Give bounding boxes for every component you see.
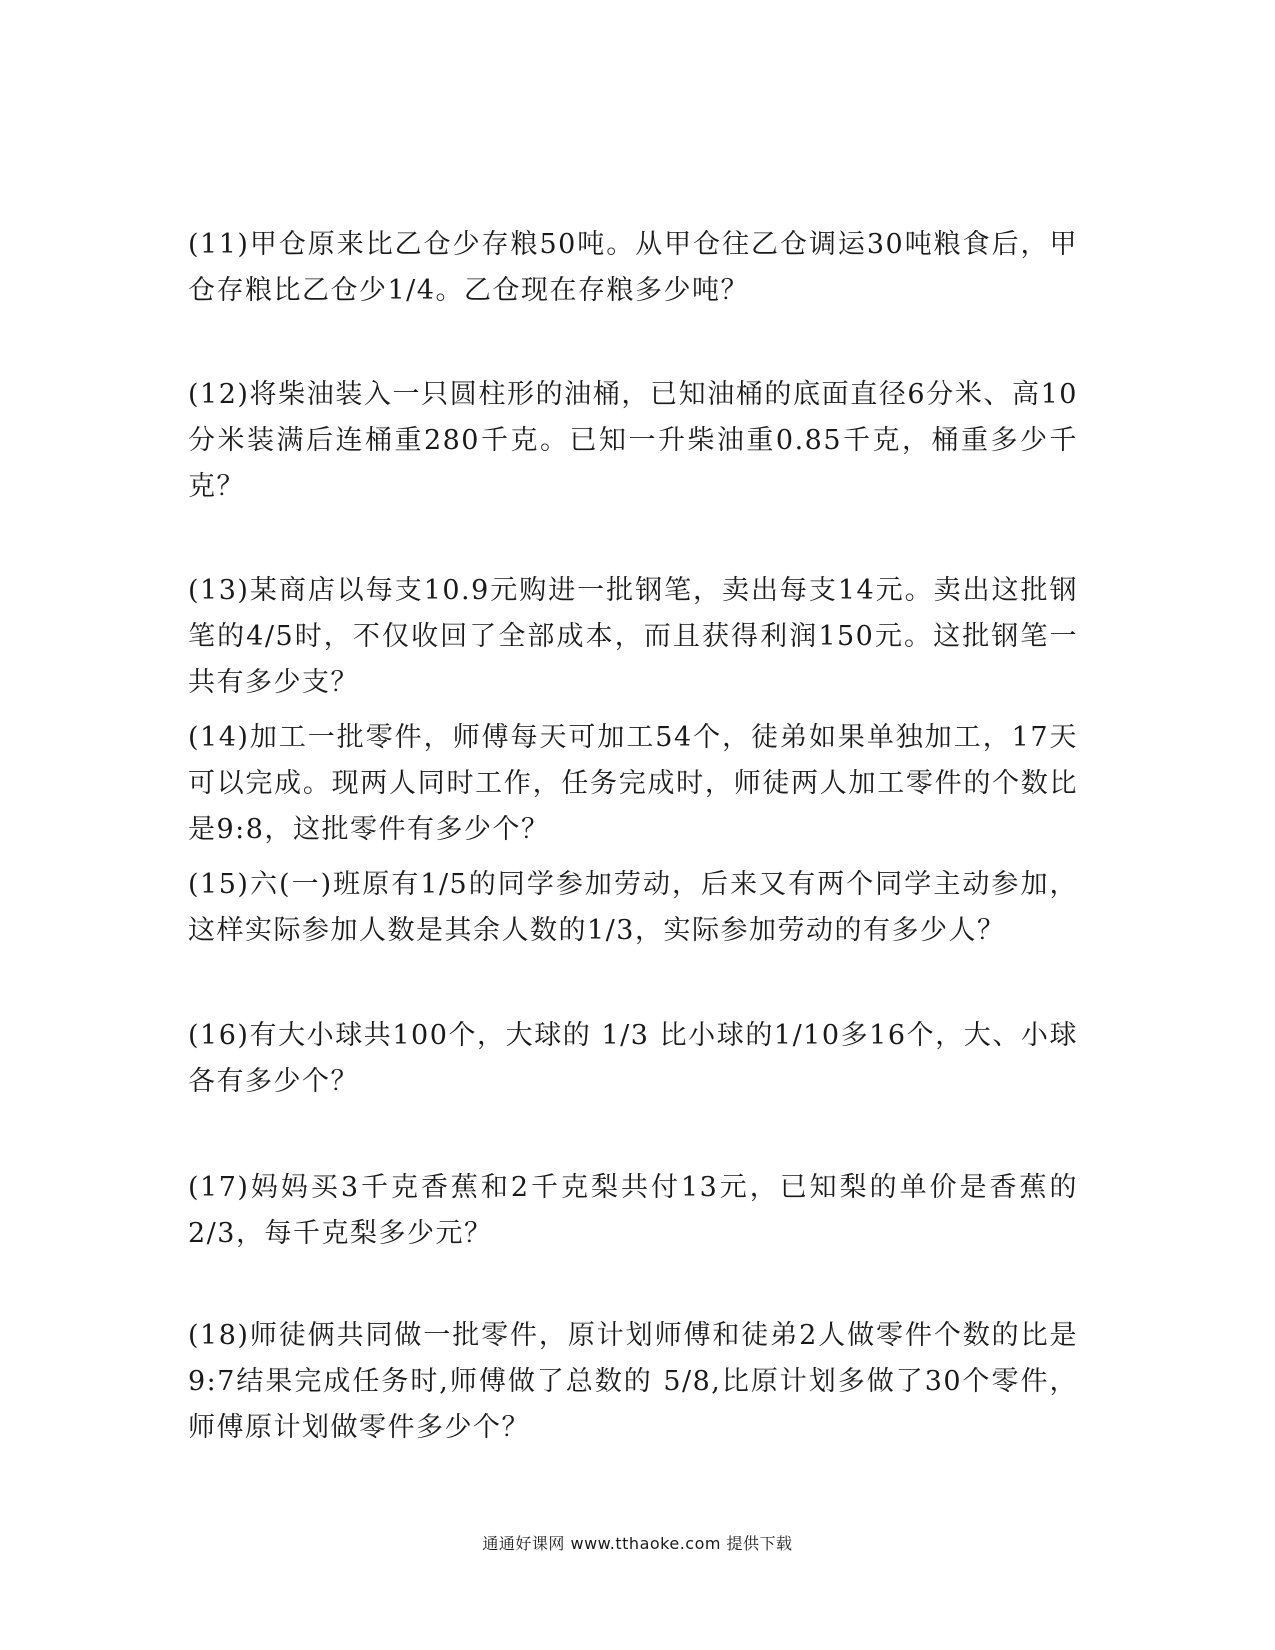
- problem-18: (18)师徒俩共同做一批零件，原计划师傅和徒弟2人做零件个数的比是9:7结果完成任务时,师傅做了总数的 5/8,比原计划多做了30个零件，师傅原计划做零件多少个？: [188, 1320, 1078, 1443]
- problem-12: (12)将柴油装入一只圆柱形的油桶，已知油桶的底面直径6分米、高10分米装满后连桶重280千克。已知一升柴油重0.85千克，桶重多少千克？: [188, 379, 1078, 502]
- problem-14: (14)加工一批零件，师傅每天可加工54个，徒弟如果单独加工，17天可以完成。现两人同时工作，任务完成时，师徒两人加工零件的个数比是9:8，这批零件有多少个？: [188, 722, 1078, 845]
- problem-17: (17)妈妈买3千克香蕉和2千克梨共付13元，已知梨的单价是香蕉的2/3，每千克梨多少元？: [188, 1172, 1078, 1249]
- problem-11: (11)甲仓原来比乙仓少存粮50吨。从甲仓往乙仓调运30吨粮食后，甲仓存粮比乙仓少1/4。乙仓现在存粮多少吨？: [188, 229, 1078, 306]
- problem-15: (15)六(一)班原有1/5的同学参加劳动，后来又有两个同学主动参加，这样实际参加人数是其余人数的1/3，实际参加劳动的有多少人？: [188, 869, 1078, 946]
- problem-16: (16)有大小球共100个，大球的 1/3 比小球的1/10多16个，大、小球各有多少个？: [188, 1020, 1078, 1097]
- page-footer: 通通好课网 www.tthaoke.com 提供下载: [482, 1534, 793, 1553]
- problem-13: (13)某商店以每支10.9元购进一批钢笔，卖出每支14元。卖出这批钢笔的4/5时，不仅收回了全部成本，而且获得利润150元。这批钢笔一共有多少支？: [188, 575, 1078, 698]
